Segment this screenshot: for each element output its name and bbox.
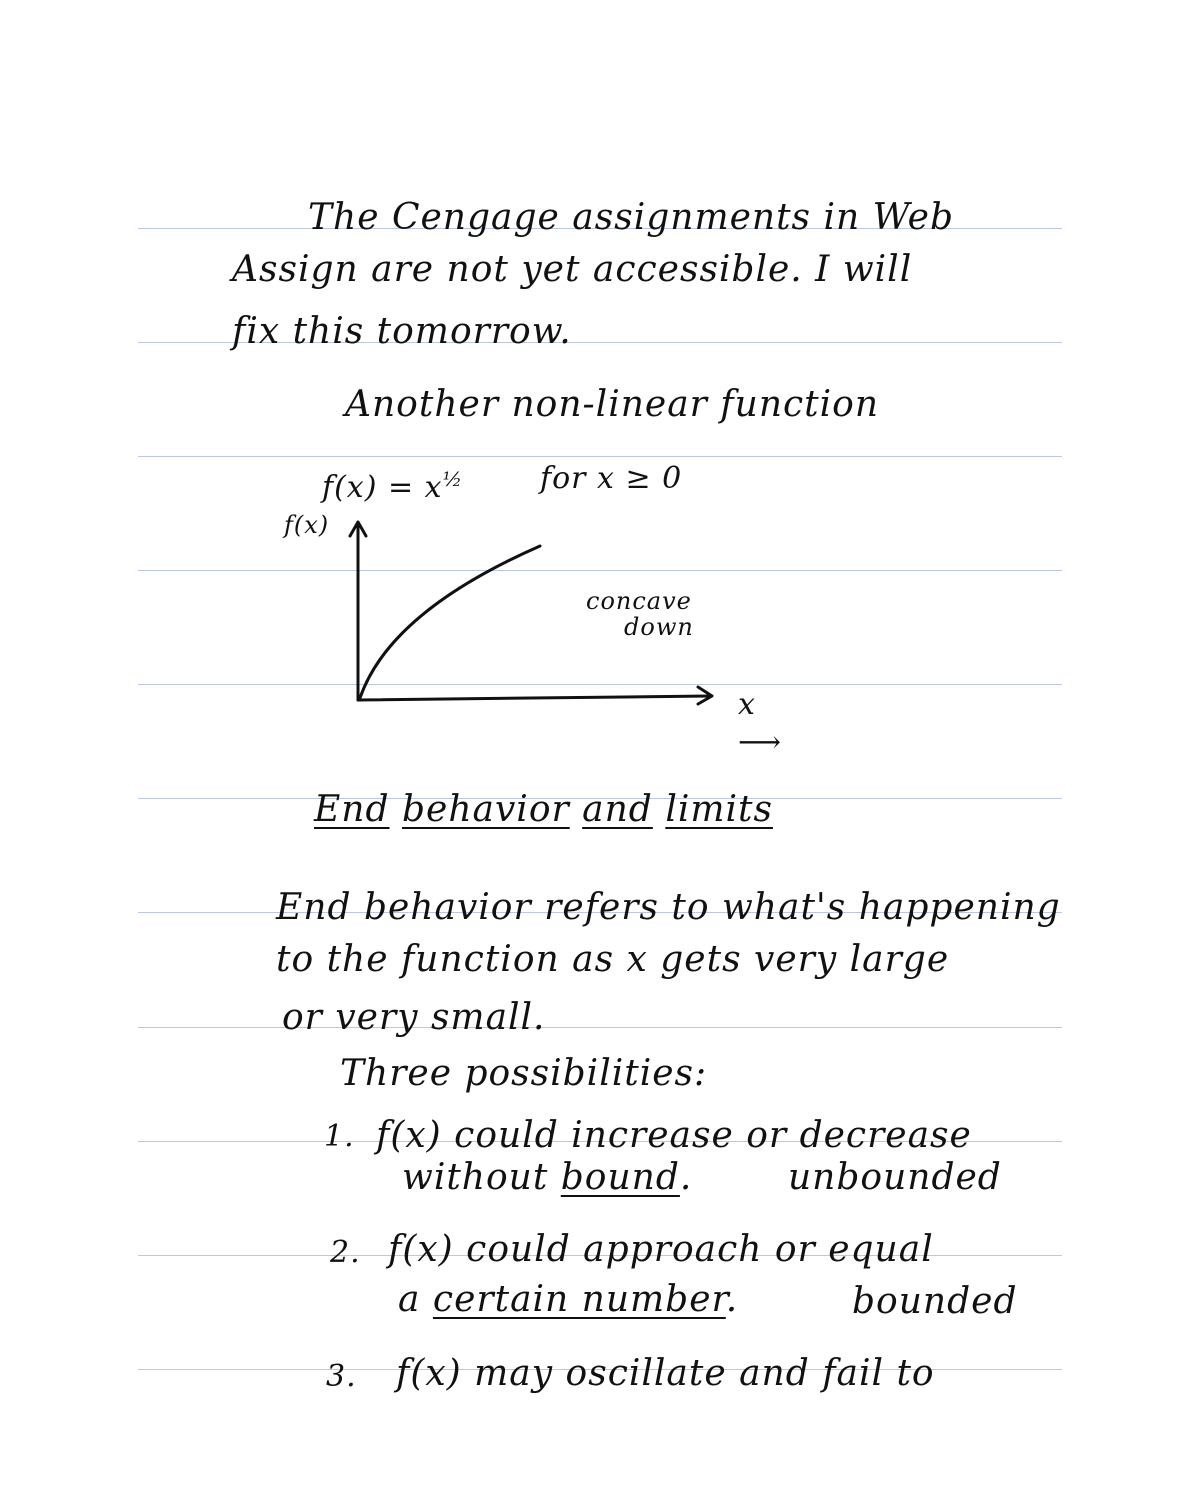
item-2-keyword: certain number — [432, 1279, 726, 1320]
definition-line-1: End behavior refers to what's happening — [276, 887, 1061, 928]
sqrt-curve — [360, 546, 540, 698]
function-definition — [322, 462, 463, 505]
x-direction-arrow: ⟶ — [738, 725, 783, 760]
ruled-line — [138, 456, 1062, 457]
section-title-word: End — [314, 789, 390, 830]
section-title-word: behavior — [401, 789, 570, 830]
item-2-period: . — [725, 1279, 739, 1320]
item-1-keyword: bound — [560, 1157, 680, 1198]
function-domain: for x ≥ 0 — [540, 461, 683, 496]
section-title-word: limits — [665, 789, 773, 830]
item-2-line-2 — [398, 1280, 738, 1320]
item-1-line-1: f(x) could increase or decrease — [376, 1115, 972, 1156]
function-heading: Another non-linear function — [345, 384, 880, 425]
section-title — [314, 790, 773, 830]
intro-line-2: Assign are not yet accessible. I will — [232, 249, 913, 290]
item-1-line-2 — [402, 1158, 692, 1198]
function-exponent: ½ — [442, 467, 463, 491]
ruled-line — [138, 1027, 1062, 1028]
definition-line-3: or very small. — [282, 997, 546, 1038]
item-1-number: 1. — [324, 1119, 355, 1154]
curve-note-concave: concave — [586, 587, 692, 615]
item-3-number: 3. — [326, 1359, 357, 1394]
item-2-tag: bounded — [852, 1281, 1018, 1322]
item-1-period: . — [679, 1157, 693, 1198]
intro-line-3: fix this tomorrow. — [232, 311, 572, 352]
sqrt-graph-sketch — [270, 500, 810, 760]
item-2-line-1: f(x) could approach or equal — [388, 1229, 934, 1270]
function-formula: f(x) = x — [322, 470, 443, 505]
possibilities-heading: Three possibilities: — [340, 1053, 708, 1094]
intro-line-1: The Cengage assignments in Web — [308, 197, 955, 238]
item-1-tag: unbounded — [788, 1157, 1002, 1198]
item-3-line-1: f(x) may oscillate and fail to — [396, 1353, 935, 1394]
curve-note-down: down — [624, 613, 694, 641]
definition-line-2: to the function as x gets very large — [276, 939, 950, 980]
graph-y-axis-label: f(x) — [284, 511, 330, 539]
item-2-number: 2. — [330, 1235, 361, 1270]
section-title-word: and — [582, 789, 653, 830]
graph-x-axis-label: x — [738, 687, 756, 722]
item-1-text: without — [402, 1157, 549, 1198]
item-2-text: a — [398, 1279, 421, 1320]
x-axis — [358, 696, 710, 700]
